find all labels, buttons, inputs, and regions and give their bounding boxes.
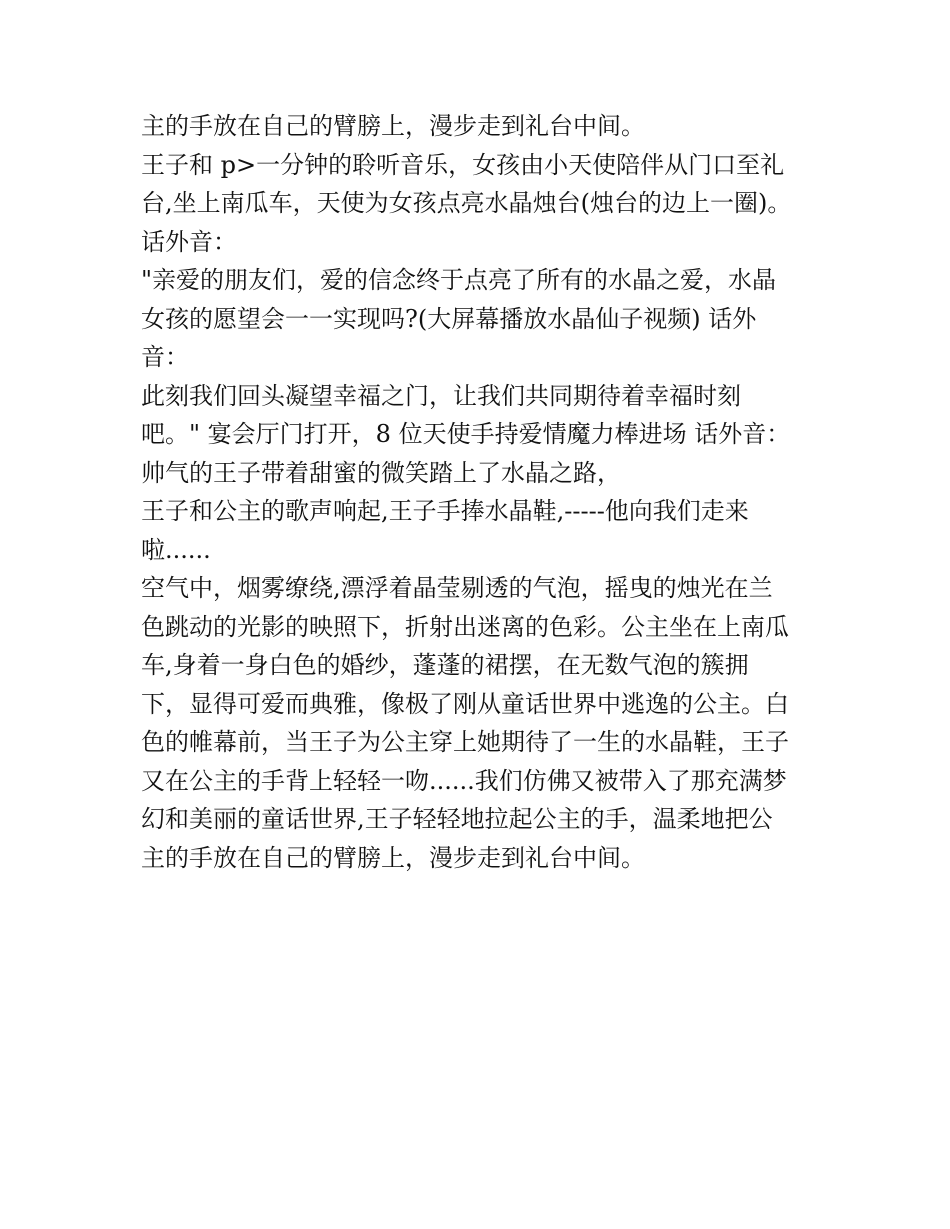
text-line: 台,坐上南瓜车，天使为女孩点亮水晶烛台(烛台的边上一圈)。: [141, 189, 792, 217]
text-line: 主的手放在自己的臂膀上，漫步走到礼台中间。: [141, 843, 645, 872]
text-line: 色的帷幕前，当王子为公主穿上她期待了一生的水晶鞋，王子: [141, 728, 789, 756]
text-line: 此刻我们回头凝望幸福之门，让我们共同期待着幸福时刻: [141, 381, 741, 410]
text-line: 下，显得可爱而典雅，像极了刚从童话世界中逃逸的公主。白: [141, 689, 789, 718]
text-line: 话外音：: [141, 227, 237, 256]
text-line: 啦......: [141, 535, 211, 564]
text-line: 女孩的愿望会一一实现吗?(大屏幕播放水晶仙子视频) 话外: [141, 304, 757, 333]
text-line: 又在公主的手背上轻轻一吻......我们仿佛又被带入了那充满梦: [141, 766, 787, 795]
text-line: 空气中，烟雾缭绕,漂浮着晶莹剔透的气泡，摇曳的烛光在兰: [141, 574, 773, 602]
text-line: 主的手放在自己的臂膀上，漫步走到礼台中间。: [141, 112, 645, 140]
text-line: 车,身着一身白色的婚纱，蓬蓬的裙摆，在无数气泡的簇拥: [141, 651, 749, 679]
text-line: 色跳动的光影的映照下，折射出迷离的色彩。公主坐在上南瓜: [141, 612, 789, 641]
document-body: [141, 107, 841, 877]
text-line: 音：: [141, 343, 189, 371]
text-line: 王子和公主的歌声响起,王子手捧水晶鞋,-----他向我们走来: [141, 497, 749, 525]
text-line: 王子和 p>一分钟的聆听音乐，女孩由小天使陪伴从门口至礼: [141, 150, 785, 179]
text-line: 帅气的王子带着甜蜜的微笑踏上了水晶之路，: [141, 458, 621, 487]
text-line: 幻和美丽的童话世界,王子轻轻地拉起公主的手，温柔地把公: [141, 805, 773, 833]
text-line: 吧。" 宴会厅门打开，8 位天使手持爱情魔力棒进场 话外音：: [141, 420, 791, 448]
text-line: "亲爱的朋友们，爱的信念终于点亮了所有的水晶之爱，水晶: [141, 266, 777, 294]
